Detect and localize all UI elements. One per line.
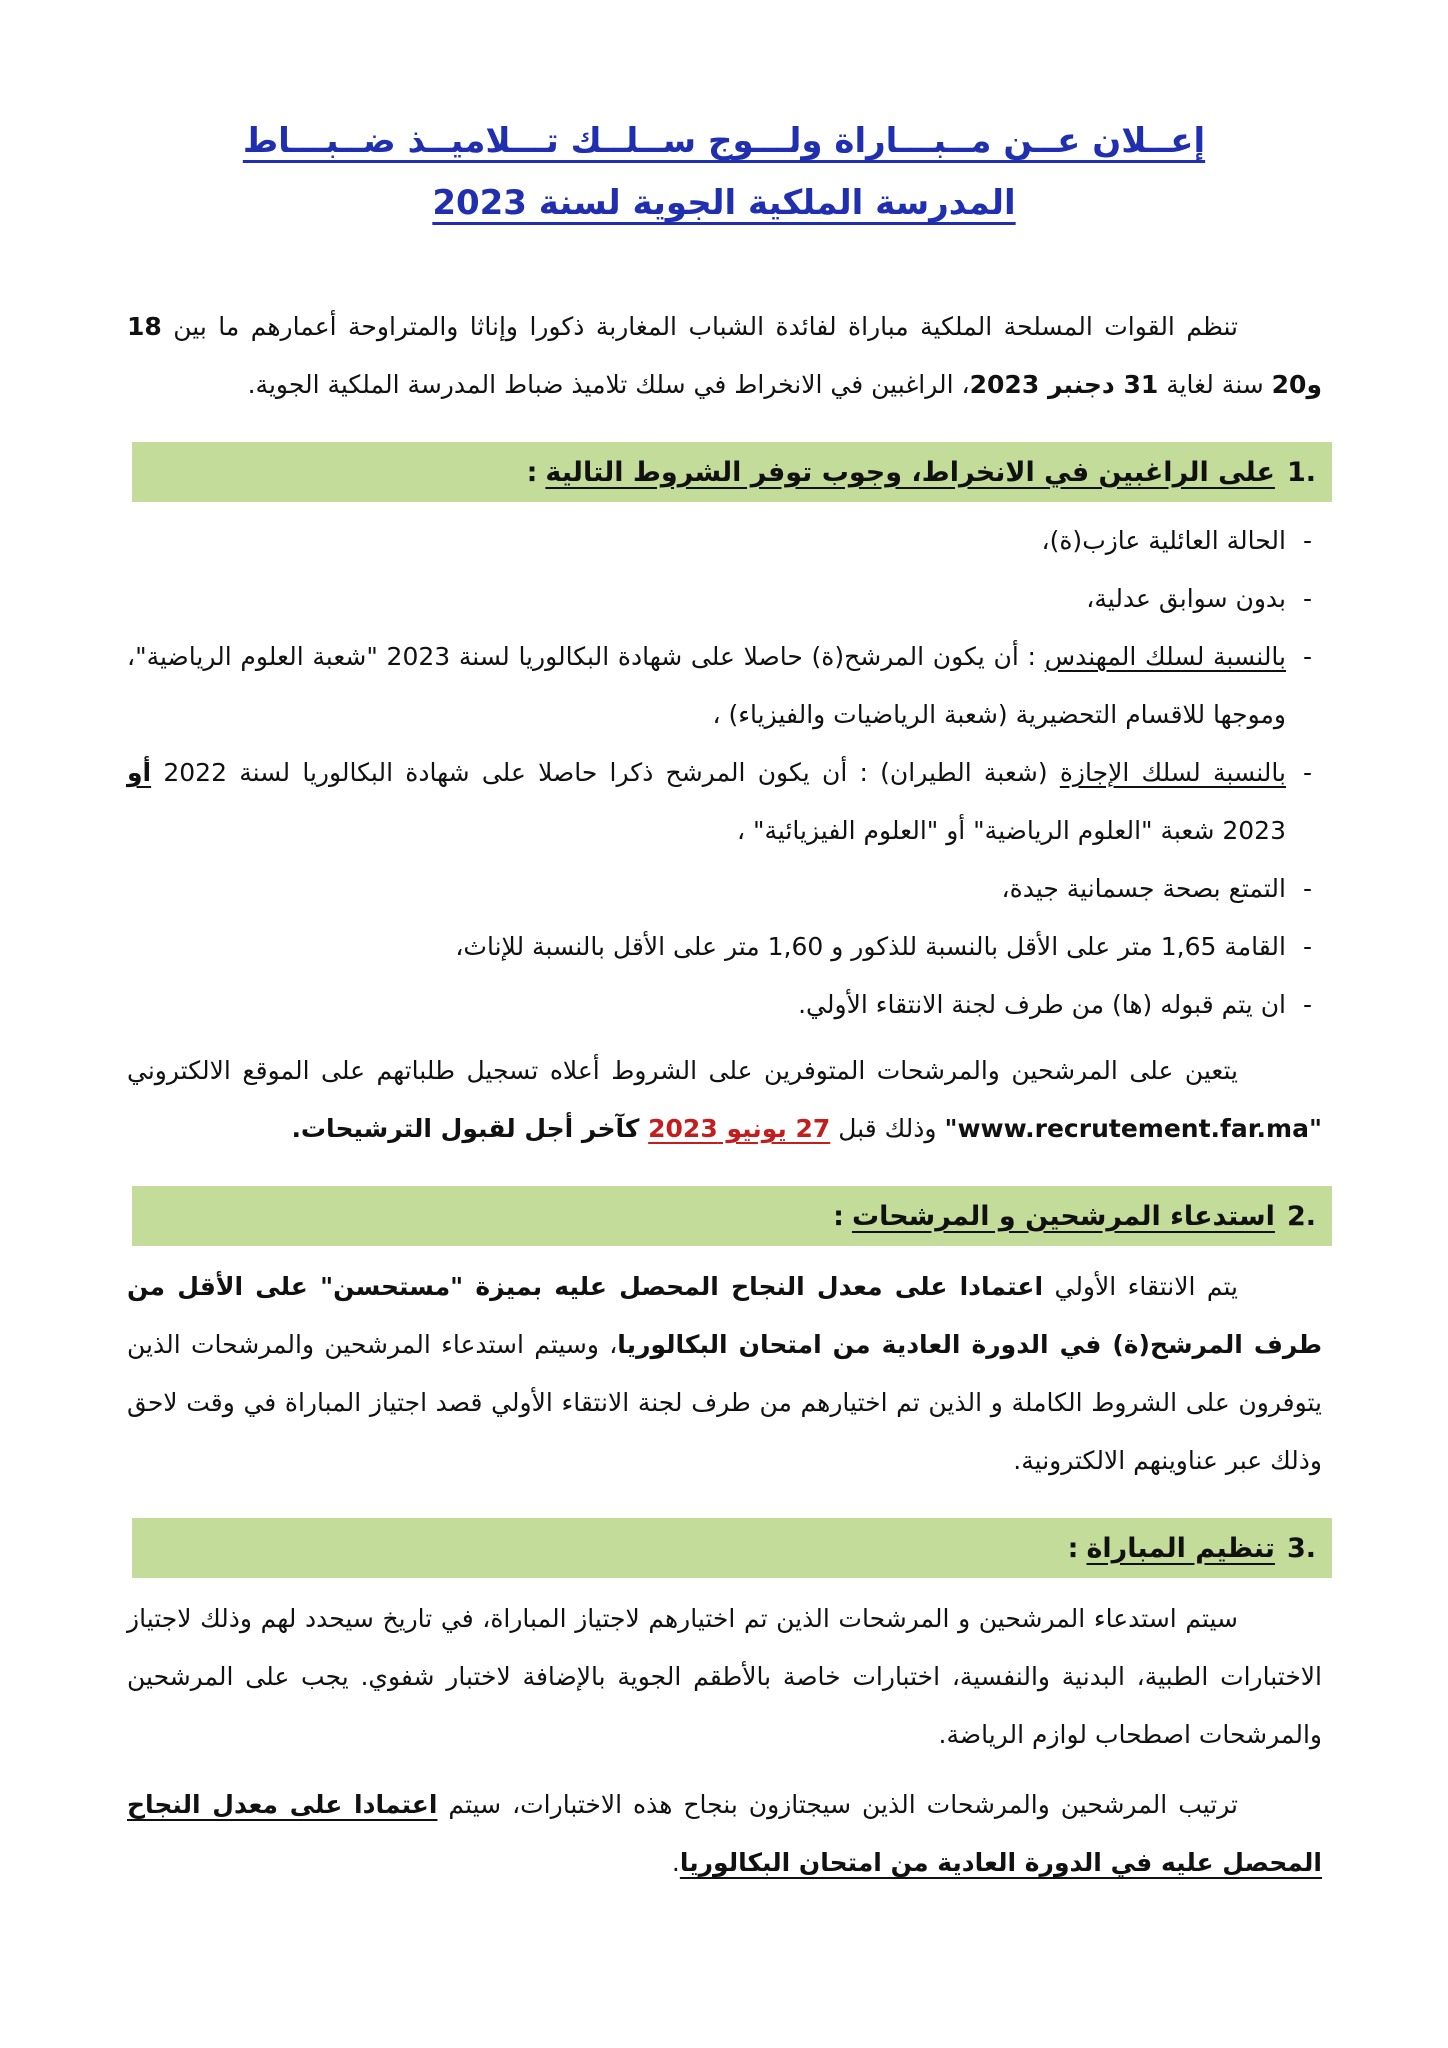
list-dash: - [1302,758,1312,787]
selection-text-1: يتم الانتقاء الأولي [1043,1272,1238,1301]
ranking-text-2: . [671,1848,680,1877]
section-3-heading [132,1518,1332,1578]
selection-criterion: اعتمادا على معدل النجاح المحصل عليه بميزة "مستحسن" على الأقل من طرف المرشح(ة) في الدورة العادية من امتحان البكالوريا [127,1272,1322,1359]
section-1-colon: : [526,456,538,488]
list-dash: - [1302,526,1312,555]
section-2-paragraph [127,1258,1322,1490]
condition-text: القامة 1,65 متر على الأقل بالنسبة للذكور و 1,60 متر على الأقل بالنسبة للإناث، [455,932,1286,961]
condition-text: الحالة العائلية عازب(ة)، [1041,526,1286,555]
section-3-colon: : [1067,1532,1079,1564]
ranking-criterion: اعتمادا على معدل النجاح المحصل عليه في الدورة العادية من امتحان البكالوريا [127,1790,1322,1877]
engineer-track-label: بالنسبة لسلك المهندس [1044,642,1287,671]
section-1-title: على الراغبين في الانخراط، وجوب توفر الشروط التالية [545,456,1275,488]
selection-text-2: ، وسيتم استدعاء المرشحين والمرشحات الذين يتوفرون على الشروط الكاملة و الذين تم اختيارهم من طرف لجنة الانتقاء الأولي قصد اجتياز المباراة في وقت لاحق وذلك عبر عناوينهم الالكترونية. [127,1330,1322,1475]
condition-text: 2023 شعبة "العلوم الرياضية" أو "العلوم الفيزيائية" ، [736,816,1286,845]
section-3-paragraph-1: سيتم استدعاء المرشحين و المرشحات الذين تم اختيارهم لاجتياز المباراة، في تاريخ سيحدد لهم وذلك لاجتياز الاختبارات الطبية، البدنية والنفسية، اختبارات خاصة بالأطقم الجوية بالإضافة لاختبار شفوي. يجب على المرشحين والمرشحات اصطحاب لوازم الرياضة. [127,1604,1322,1749]
registration-text-3: كآخر أجل لقبول الترشيحات. [291,1114,649,1143]
title-line-2: المدرسة الملكية الجوية لسنة 2023 [432,183,1016,223]
section-3-number: .3 [1286,1532,1316,1564]
or-word: أو [127,758,152,787]
condition-health [127,860,1322,918]
announcement-title [0,110,1448,234]
age-deadline: 31 دجنبر 2023 [969,370,1159,399]
section-1-heading [132,442,1332,502]
section-2-title: استدعاء المرشحين و المرشحات [851,1200,1275,1232]
condition-text: بدون سوابق عدلية، [1086,584,1286,613]
intro-text-1: تنظم القوات المسلحة الملكية مباراة لفائدة الشباب المغاربة ذكورا وإناثا والمتراوحة أعمارهم ما بين [161,312,1238,341]
registration-deadline: 27 يونيو 2023 [648,1114,831,1143]
registration-paragraph [127,1042,1322,1158]
condition-committee-approval [127,976,1322,1034]
condition-text: ان يتم قبوله (ها) من طرف لجنة الانتقاء الأولي. [798,990,1286,1019]
age-range: 18 و20 [127,312,1322,399]
list-dash: - [1302,874,1312,903]
registration-text-1: يتعين على المرشحين والمرشحات المتوفرين على الشروط أعلاه تسجيل طلباتهم على الموقع الالكتروني [127,1056,1238,1085]
condition-marital-status [127,512,1322,570]
intro-text-2: سنة لغاية [1158,370,1272,399]
registration-website-link[interactable]: "www.recrutement.far.ma" [944,1114,1322,1143]
condition-engineer-track [127,628,1322,744]
list-dash: - [1302,642,1312,671]
condition-height [127,918,1322,976]
condition-text: (شعبة الطيران) : أن يكون المرشح ذكرا حاصلا على شهادة البكالوريا لسنة 2022 [151,758,1060,787]
intro-paragraph [127,298,1322,414]
list-dash: - [1302,990,1312,1019]
ranking-text-1: ترتيب المرشحين والمرشحات الذين سيجتازون بنجاح هذه الاختبارات، سيتم [437,1790,1238,1819]
conditions-list [127,512,1322,1034]
section-2-number: .2 [1286,1200,1316,1232]
section-3-paragraph-2 [127,1776,1322,1892]
section-1-number: .1 [1286,456,1316,488]
list-dash: - [1302,584,1312,613]
intro-text-3: ، الراغبين في الانخراط في سلك تلاميذ ضباط المدرسة الملكية الجوية. [247,370,970,399]
condition-text: : أن يكون المرشح(ة) حاصلا على شهادة البكالوريا لسنة 2023 "شعبة العلوم الرياضية"، وموجها للاقسام التحضيرية (شعبة الرياضيات والفيزياء) ، [127,642,1286,729]
list-dash: - [1302,932,1312,961]
title-line-1: إعــلان عــن مــبـــاراة ولـــوج ســلــك تـــلاميــذ ضــبـــاط [242,121,1206,161]
document-body [127,298,1322,1892]
section-2-heading [132,1186,1332,1246]
condition-criminal-record [127,570,1322,628]
license-track-label: بالنسبة لسلك الإجازة [1059,758,1286,787]
condition-text: التمتع بصحة جسمانية جيدة، [1001,874,1286,903]
section-2-colon: : [833,1200,844,1232]
condition-license-track [127,744,1322,860]
section-3-title: تنظيم المباراة [1086,1532,1275,1564]
registration-text-2: وذلك قبل [830,1114,945,1143]
